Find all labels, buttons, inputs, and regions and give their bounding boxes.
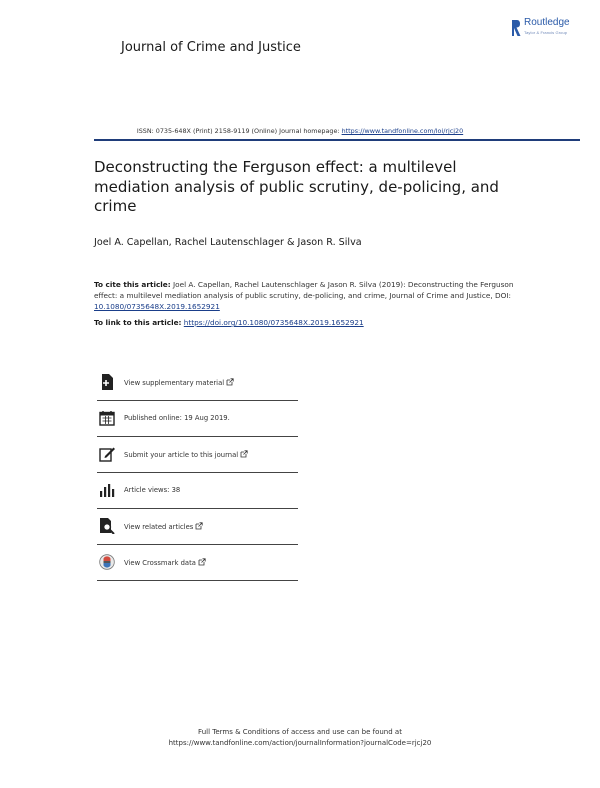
journal-homepage-link[interactable]: https://www.tandfonline.com/loi/rjcj20 — [341, 127, 464, 135]
routledge-logo-icon — [510, 18, 522, 38]
article-doi-link[interactable]: https://doi.org/10.1080/0735648X.2019.1652921 — [183, 318, 364, 327]
issn-text: ISSN: 0735-648X (Print) 2158-9119 (Online) Journal homepage: — [136, 127, 340, 135]
submit-article-item[interactable] — [97, 436, 298, 473]
publisher-logo — [510, 17, 590, 41]
external-link-icon — [195, 522, 203, 530]
issn-line — [0, 127, 600, 135]
supplementary-material-item[interactable] — [97, 364, 298, 401]
publisher-subtitle: Taylor & Francis Group — [524, 30, 568, 35]
external-link-icon — [198, 558, 206, 566]
crossmark-item[interactable] — [97, 544, 298, 581]
link-label: To link to this article: — [94, 318, 182, 327]
footer — [0, 727, 600, 749]
article-views-item — [97, 472, 298, 509]
publisher-name: Routledge — [524, 17, 570, 28]
citation-doi-link[interactable]: 10.1080/0735648X.2019.1652921 — [94, 302, 220, 311]
document-plus-icon — [99, 374, 115, 390]
related-articles-link[interactable]: View related articles — [124, 522, 203, 531]
citation-block — [94, 279, 524, 312]
edit-icon — [99, 446, 115, 462]
journal-title: Journal of Crime and Justice — [121, 40, 301, 55]
footer-journal-info-link[interactable]: https://www.tandfonline.com/action/journalInformation?journalCode=rjcj20 — [168, 739, 432, 747]
article-views-text: Article views: 38 — [124, 486, 181, 494]
footer-terms-text: Full Terms & Conditions of access and use can be found at — [198, 728, 402, 736]
article-title: Deconstructing the Ferguson effect: a multilevel mediation analysis of public scrutiny, de-policing, and crime — [94, 158, 499, 215]
external-link-icon — [226, 378, 234, 386]
crossmark-link[interactable]: View Crossmark data — [124, 558, 206, 567]
submit-article-link[interactable]: Submit your article to this journal — [124, 450, 248, 459]
article-authors: Joel A. Capellan, Rachel Lautenschlager & Jason R. Silva — [94, 237, 362, 248]
calendar-icon — [99, 410, 115, 426]
supplementary-material-link[interactable]: View supplementary material — [124, 378, 234, 387]
citation-label: To cite this article: — [94, 280, 171, 289]
published-online-text: Published online: 19 Aug 2019. — [124, 414, 230, 422]
published-online-item — [97, 400, 298, 437]
crossmark-icon — [99, 554, 115, 570]
header-divider — [94, 139, 580, 141]
search-document-icon — [99, 518, 115, 534]
citation-text: Joel A. Capellan, Rachel Lautenschlager & Jason R. Silva (2019): Deconstructing the Ferguson effect: a multilevel mediation analysis of public scrutiny, de-policing, and crime, Journal of Crime and Justice, DOI: — [94, 280, 514, 300]
related-articles-item[interactable] — [97, 508, 298, 545]
link-line — [94, 318, 364, 327]
external-link-icon — [240, 450, 248, 458]
bar-chart-icon — [99, 482, 115, 498]
